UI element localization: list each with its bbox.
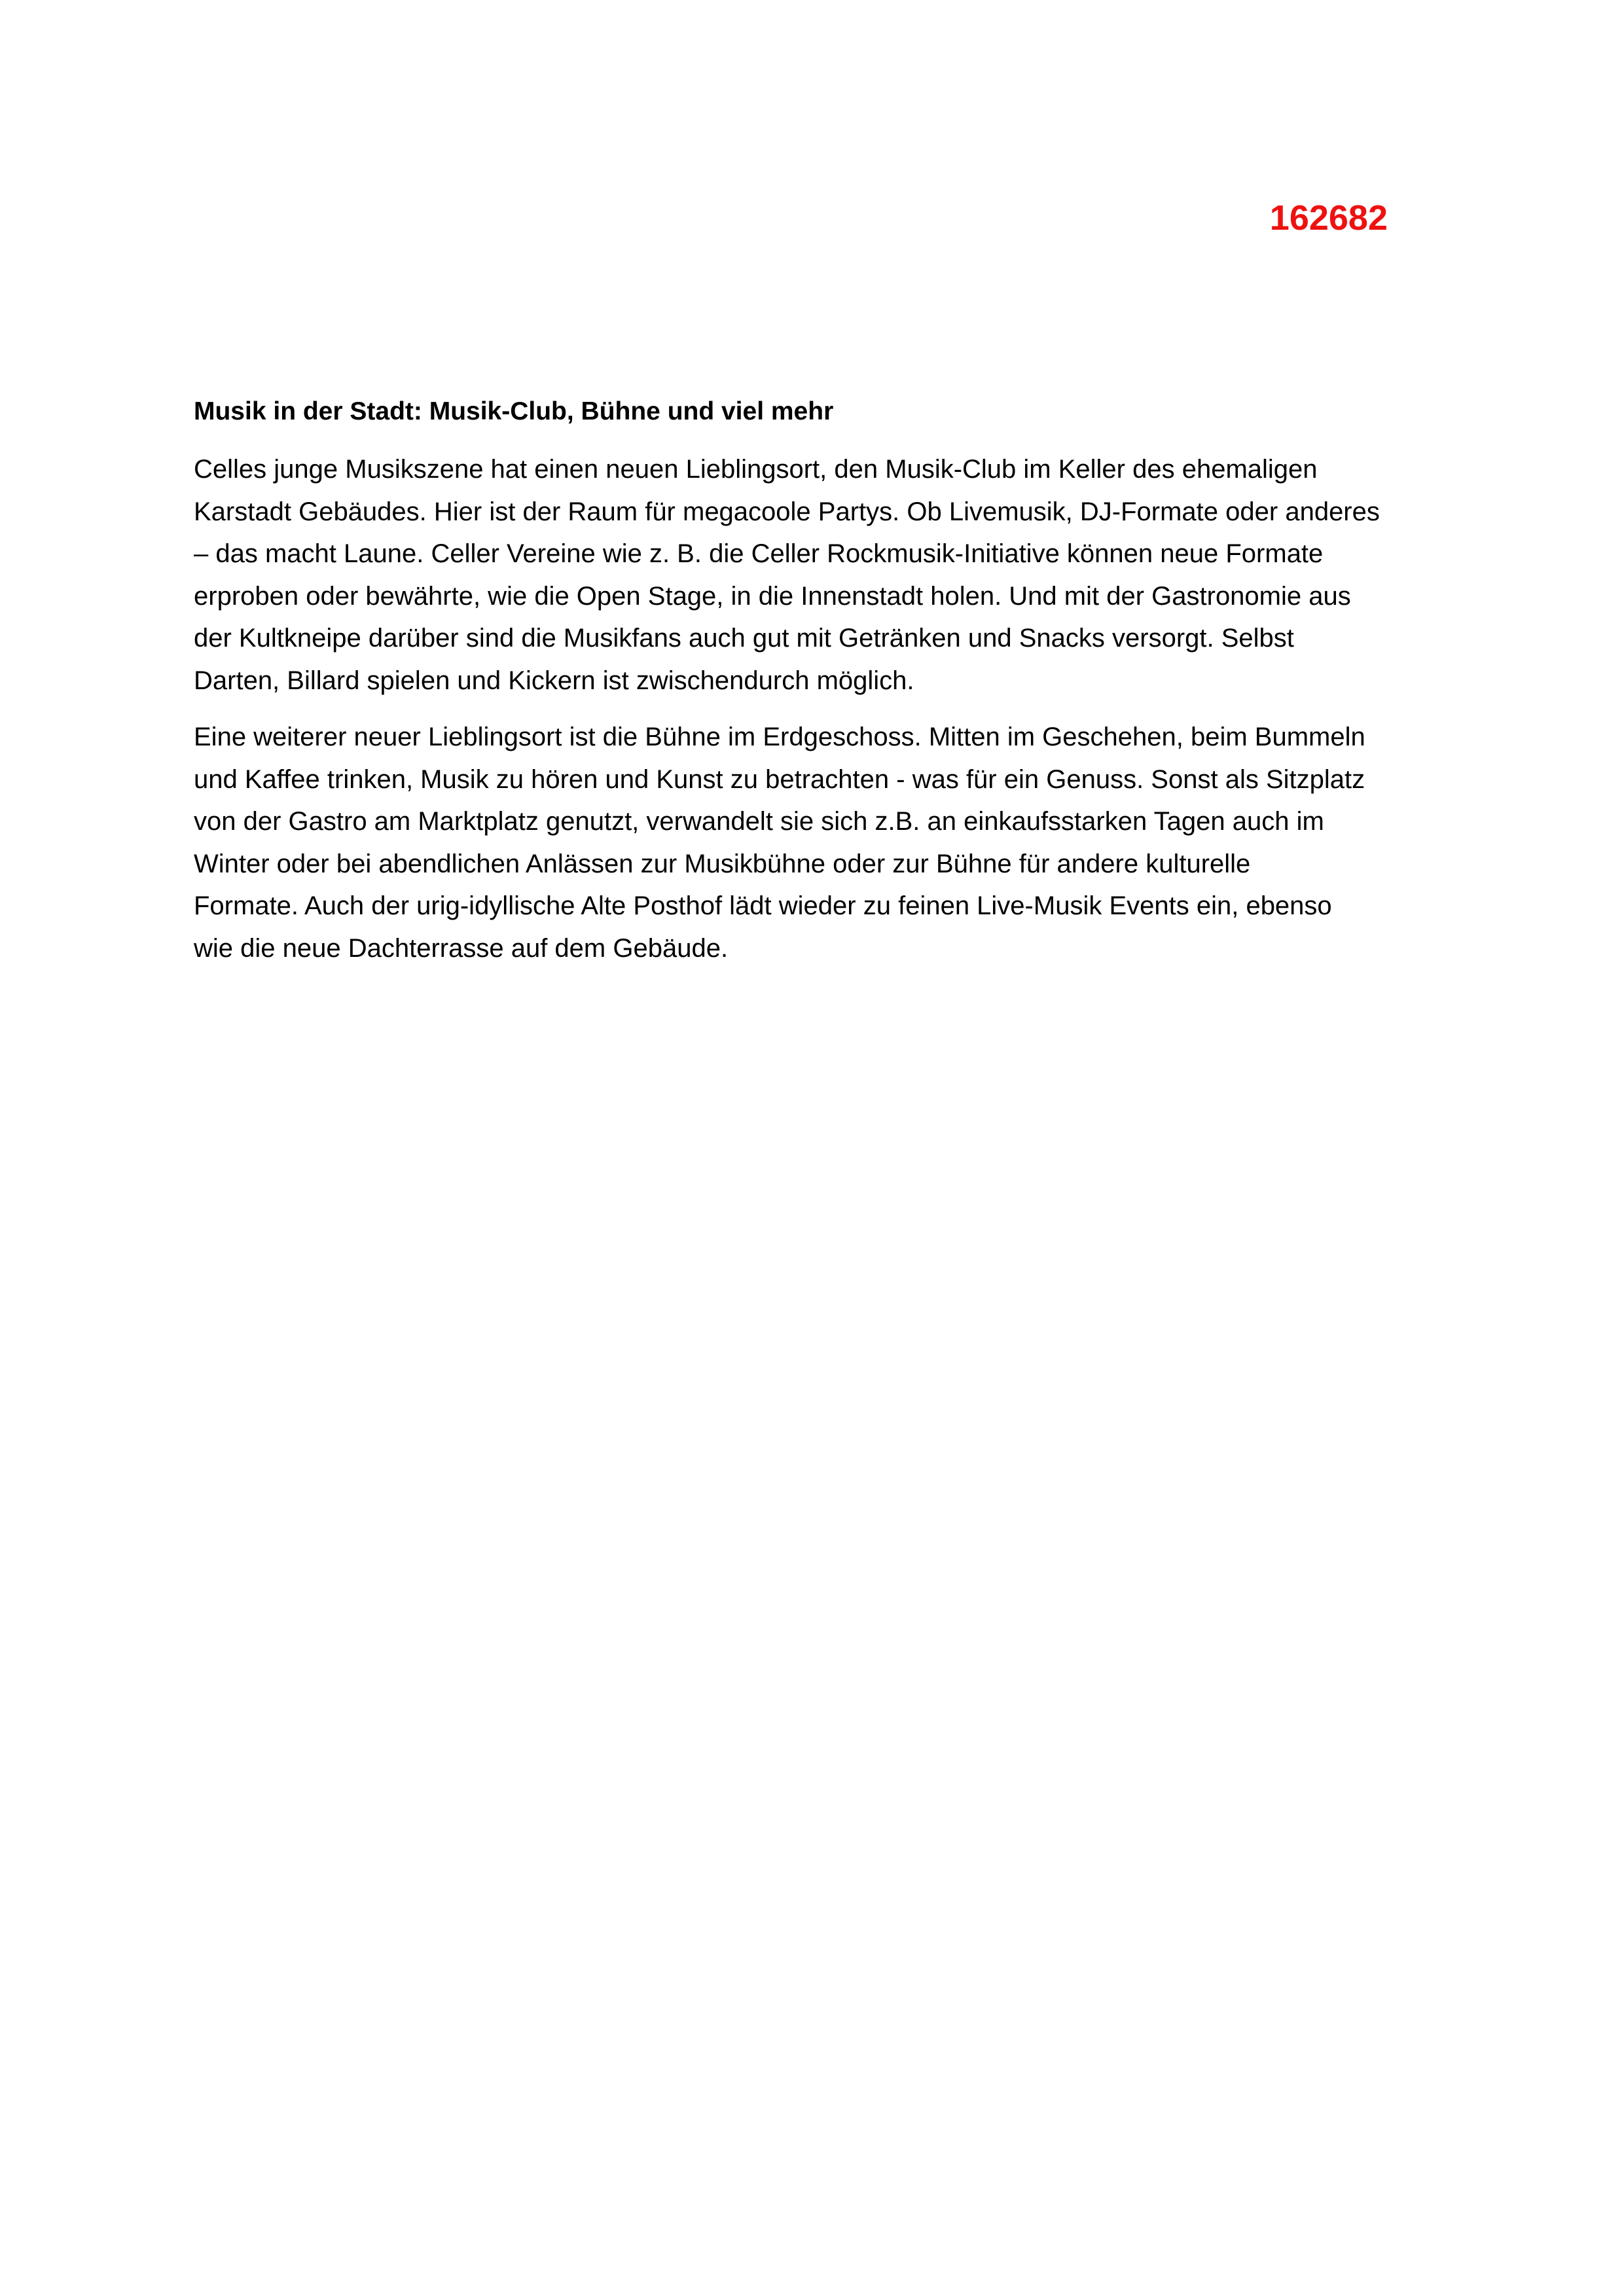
text-line: erproben oder bewährte, wie die Open Stage, in die Innenstadt holen. Und mit der Gastronomie aus: [194, 581, 1351, 611]
text-line: Formate. Auch der urig-idyllische Alte Posthof lädt wieder zu feinen Live-Musik Events ein, ebenso: [194, 891, 1332, 920]
text-line: Darten, Billard spielen und Kickern ist zwischendurch möglich.: [194, 666, 914, 695]
paragraph-stage: [194, 716, 1437, 969]
text-line: und Kaffee trinken, Musik zu hören und Kunst zu betrachten - was für ein Genuss. Sonst als Sitzplatz: [194, 764, 1365, 794]
text-line: Celles junge Musikszene hat einen neuen Lieblingsort, den Musik-Club im Keller des ehemaligen: [194, 455, 1318, 484]
document-heading: Musik in der Stadt: Musik-Club, Bühne und viel mehr: [194, 397, 834, 425]
text-line: Winter oder bei abendlichen Anlässen zur Musikbühne oder zur Bühne für andere kulturelle: [194, 849, 1251, 878]
text-line: wie die neue Dachterrasse auf dem Gebäude.: [194, 933, 729, 963]
document-id-number: 162682: [1269, 198, 1388, 238]
document-body: [194, 391, 1437, 984]
text-line: von der Gastro am Marktplatz genutzt, verwandelt sie sich z.B. an einkaufsstarken Tagen auch im: [194, 807, 1324, 836]
text-line: Karstadt Gebäudes. Hier ist der Raum für megacoole Partys. Ob Livemusik, DJ-Formate oder anderes: [194, 497, 1380, 526]
text-line: der Kultkneipe darüber sind die Musikfans auch gut mit Getränken und Snacks versorgt. Selbst: [194, 624, 1294, 653]
text-line: Eine weiterer neuer Lieblingsort ist die Bühne im Erdgeschoss. Mitten im Geschehen, beim Bummeln: [194, 723, 1365, 751]
text-line: – das macht Laune. Celler Vereine wie z. B. die Celler Rockmusik-Initiative können neue Formate: [194, 539, 1324, 568]
paragraph-music-club: [194, 448, 1437, 702]
